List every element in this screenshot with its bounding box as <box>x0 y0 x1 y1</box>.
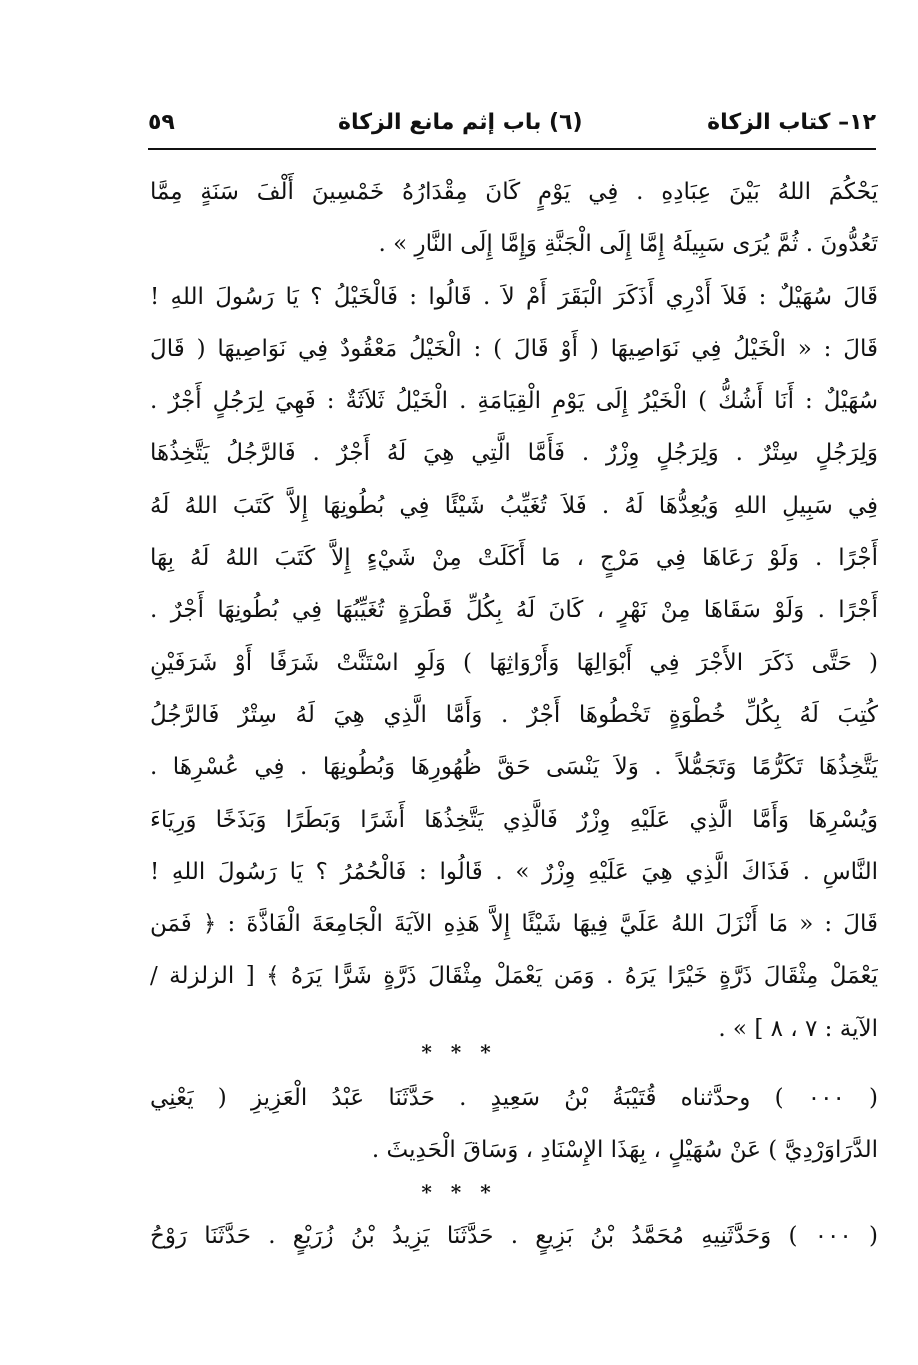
text-line: أَجْرًا . وَلَوْ سَقَاهَا مِنْ نَهْرٍ ، كَانَ لَهُ بِكُلِّ قَطْرَةٍ تُغَيِّبُهَا فِي بُطُونِهَا أَجْرٌ . <box>150 597 878 624</box>
text-line: الآية : ٧ ، ٨ ] » . <box>718 1015 878 1042</box>
hadith-block <box>150 1210 878 1262</box>
text-line: تَعُدُّونَ . ثُمَّ يُرَى سَبِيلَهُ إِمَّا إِلَى الْجَنَّةِ وَإِمَّا إِلَى النَّارِ » . <box>378 231 878 258</box>
text-line: قَالَ سُهَيْلٌ : فَلاَ أَدْرِي أَذَكَرَ الْبَقَرَ أَمْ لاَ . قَالُوا : فَالْخَيْلُ ؟ يَا رَسُولَ اللهِ ! <box>150 283 878 310</box>
text-line: يَتَّخِذُهَا تَكَرُّمًا وَتَجَمُّلاً . وَلاَ يَنْسَى حَقَّ ظُهُورِهَا وَبُطُونِهَا . فِي عُسْرِهَا . <box>150 754 878 781</box>
section-separator: * * * <box>421 1180 497 1204</box>
text-line: يَعْمَلْ مِثْقَالَ ذَرَّةٍ خَيْرًا يَرَهُ . وَمَن يَعْمَلْ مِثْقَالَ ذَرَّةٍ شَرًّا يَرَهُ ﴾ [ الزلزلة / <box>150 963 878 990</box>
text-line: ( ٠٠٠ ) وَحَدَّثَنِيهِ مُحَمَّدُ بْنُ بَزِيعٍ . حَدَّثَنَا يَزِيدُ بْنُ زُرَيْعٍ . حَدَّثَنَا رَوْحُ <box>150 1223 878 1249</box>
main-text <box>150 166 878 1055</box>
text-line: وَلِرَجُلٍ سِتْرٌ . وَلِرَجُلٍ وِزْرٌ . فَأَمَّا الَّتِي هِيَ لَهُ أَجْرٌ . فَالرَّجُلُ يَتَّخِذُهَا <box>150 440 878 467</box>
text-line: وَيُسْرِهَا وَأَمَّا الَّذِي عَلَيْهِ وِزْرٌ فَالَّذِي يَتَّخِذُهَا أَشَرًا وَبَطَرًا وَبَذَخًا وَرِيَاءَ <box>150 806 878 833</box>
running-header <box>148 104 876 150</box>
text-line: كُتِبَ لَهُ بِكُلِّ خُطْوَةٍ تَخْطُوهَا أَجْرٌ . وَأَمَّا الَّذِي هِيَ لَهُ سِتْرٌ فَالرَّجُلُ <box>150 701 878 728</box>
chapter-title: ١٢– كتاب الزكاة <box>707 110 876 135</box>
text-line: يَحْكُمَ اللهُ بَيْنَ عِبَادِهِ . فِي يَوْمٍ كَانَ مِقْدَارُهُ خَمْسِينَ أَلْفَ سَنَةٍ مِمَّا <box>150 179 878 205</box>
page-number: ٥٩ <box>148 110 175 135</box>
section-separator: * * * <box>421 1040 497 1064</box>
text-line: قَالَ : « الْخَيْلُ فِي نَوَاصِيهَا ( أَوْ قَالَ ) : الْخَيْلُ مَعْقُودٌ فِي نَوَاصِيهَا ( قَالَ <box>150 335 878 362</box>
section-title: (٦) باب إثم مانع الزكاة <box>338 110 583 135</box>
text-line: ( ٠٠٠ ) وحدَّثناه قُتَيْبَةُ بْنُ سَعِيدٍ . حَدَّثَنَا عَبْدُ الْعَزِيزِ ( يَعْنِي <box>150 1085 878 1111</box>
text-line: فِي سَبِيلِ اللهِ وَيُعِدُّهَا لَهُ . فَلاَ تُغَيِّبُ شَيْئًا فِي بُطُونِهَا إِلاَّ كَتَبَ اللهُ لَهُ <box>150 492 878 519</box>
text-line: الدَّرَاوَرْدِيَّ ) عَنْ سُهَيْلٍ ، بِهَذَا الإِسْنَادِ ، وَسَاقَ الْحَدِيثَ . <box>371 1137 878 1164</box>
text-line: قَالَ : « مَا أَنْزَلَ اللهُ عَلَيَّ فِيهَا شَيْئًا إِلاَّ هَذِهِ الآيَةَ الْجَامِعَةَ الْفَاذَّةَ : ﴿ فَمَن <box>150 911 878 938</box>
text-line: أَجْرًا . وَلَوْ رَعَاهَا فِي مَرْجٍ ، مَا أَكَلَتْ مِنْ شَيْءٍ إِلاَّ كَتَبَ اللهُ لَهُ بِهَا <box>150 545 878 572</box>
text-line: النَّاسِ . فَذَاكَ الَّذِي هِيَ عَلَيْهِ وِزْرٌ » . قَالُوا : فَالْحُمُرُ ؟ يَا رَسُولَ اللهِ ! <box>150 858 878 885</box>
hadith-block <box>150 1072 878 1177</box>
text-line: ( حَتَّى ذَكَرَ الأَجْرَ فِي أَبْوَالِهَا وَأَرْوَاثِهَا ) وَلَوِ اسْتَنَّتْ شَرَفًا أَوْ شَرَفَيْنِ <box>150 649 878 676</box>
text-line: سُهَيْلٌ : أَنَا أَشُكُّ ) الْخَيْرُ إِلَى يَوْمِ الْقِيَامَةِ . الْخَيْلُ ثَلاَثَةٌ : فَهِيَ لِرَجُلٍ أَجْرٌ . <box>150 388 878 415</box>
